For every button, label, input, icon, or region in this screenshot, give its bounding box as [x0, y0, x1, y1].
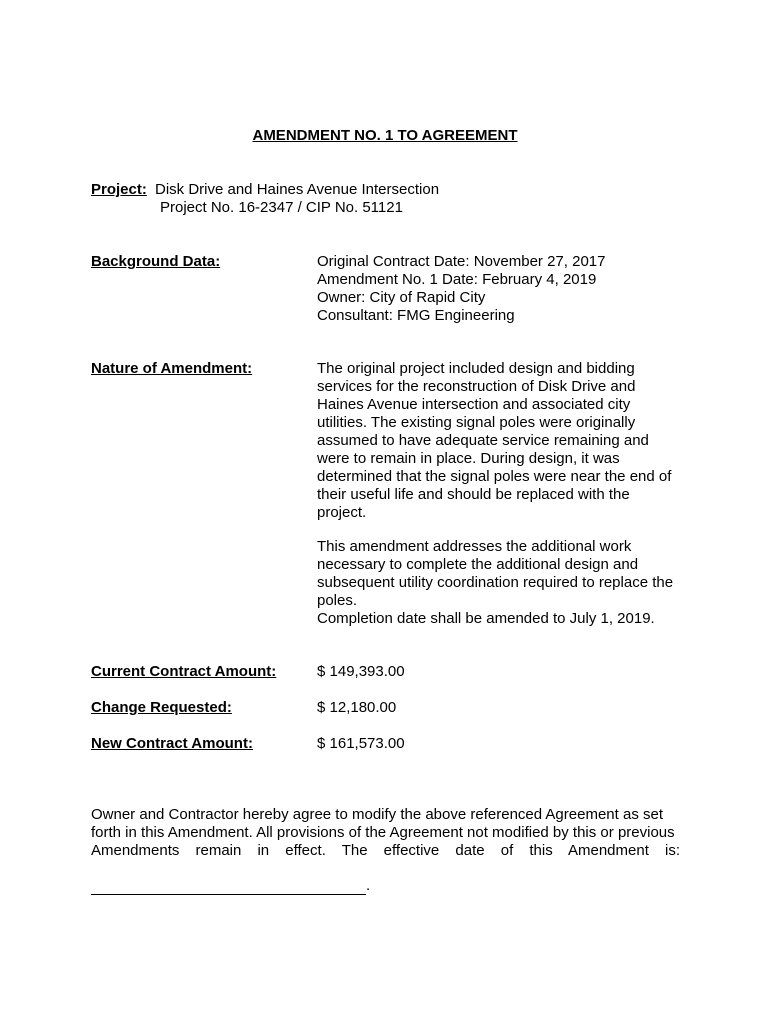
effective-date-period: .: [366, 877, 371, 894]
nature-line: subsequent utility coordination required to replace the: [317, 574, 674, 591]
agreement-line-3: Amendments remain in effect. The effective date of this Amendment is:: [91, 842, 680, 859]
agreement-line-2: forth in this Amendment. All provisions of the Agreement not modified by this or previous: [91, 824, 675, 841]
agreement-line-1: Owner and Contractor hereby agree to modify the above referenced Agreement as set: [91, 806, 663, 823]
amendment-date: Amendment No. 1 Date: February 4, 2019: [317, 271, 597, 288]
document-title: AMENDMENT NO. 1 TO AGREEMENT: [252, 127, 518, 144]
nature-line: Haines Avenue intersection and associated city: [317, 396, 631, 413]
background-data-label: Background Data:: [91, 253, 221, 270]
nature-line: assumed to have adequate service remaining and: [317, 432, 649, 449]
nature-line: determined that the signal poles were near the end of: [317, 468, 672, 485]
nature-line: This amendment addresses the additional work: [317, 538, 632, 555]
nature-line: services for the reconstruction of Disk Drive and: [317, 378, 636, 395]
project-numbers: Project No. 16-2347 / CIP No. 51121: [160, 199, 403, 216]
completion-date-line: Completion date shall be amended to July 1, 2019.: [317, 610, 655, 627]
nature-line: necessary to complete the additional design and: [317, 556, 639, 573]
new-contract-amount-label: New Contract Amount:: [91, 735, 253, 752]
nature-line: were to remain in place. During design, it was: [317, 450, 620, 467]
nature-paragraph-1: [317, 360, 687, 522]
nature-paragraph-2: [317, 538, 687, 628]
effective-date-signature-line[interactable]: [91, 877, 370, 895]
current-contract-amount-value: $ 149,393.00: [317, 663, 405, 680]
background-data-values: [317, 253, 687, 325]
consultant: Consultant: FMG Engineering: [317, 307, 515, 324]
new-contract-amount-value: $ 161,573.00: [317, 735, 405, 752]
project-label: Project:: [91, 181, 147, 198]
change-requested-value: $ 12,180.00: [317, 699, 397, 716]
effective-date-blank[interactable]: [91, 880, 366, 895]
agreement-paragraph: [91, 806, 680, 860]
nature-line: project.: [317, 504, 367, 521]
nature-line: their useful life and should be replaced with the: [317, 486, 630, 503]
owner: Owner: City of Rapid City: [317, 289, 486, 306]
nature-line: poles.: [317, 592, 358, 609]
original-contract-date: Original Contract Date: November 27, 2017: [317, 253, 606, 270]
project-name: Disk Drive and Haines Avenue Intersection: [155, 181, 440, 198]
nature-of-amendment-label: Nature of Amendment:: [91, 360, 253, 377]
change-requested-label: Change Requested:: [91, 699, 232, 716]
nature-line: utilities. The existing signal poles were originally: [317, 414, 636, 431]
nature-line: The original project included design and bidding: [317, 360, 635, 377]
current-contract-amount-label: Current Contract Amount:: [91, 663, 277, 680]
